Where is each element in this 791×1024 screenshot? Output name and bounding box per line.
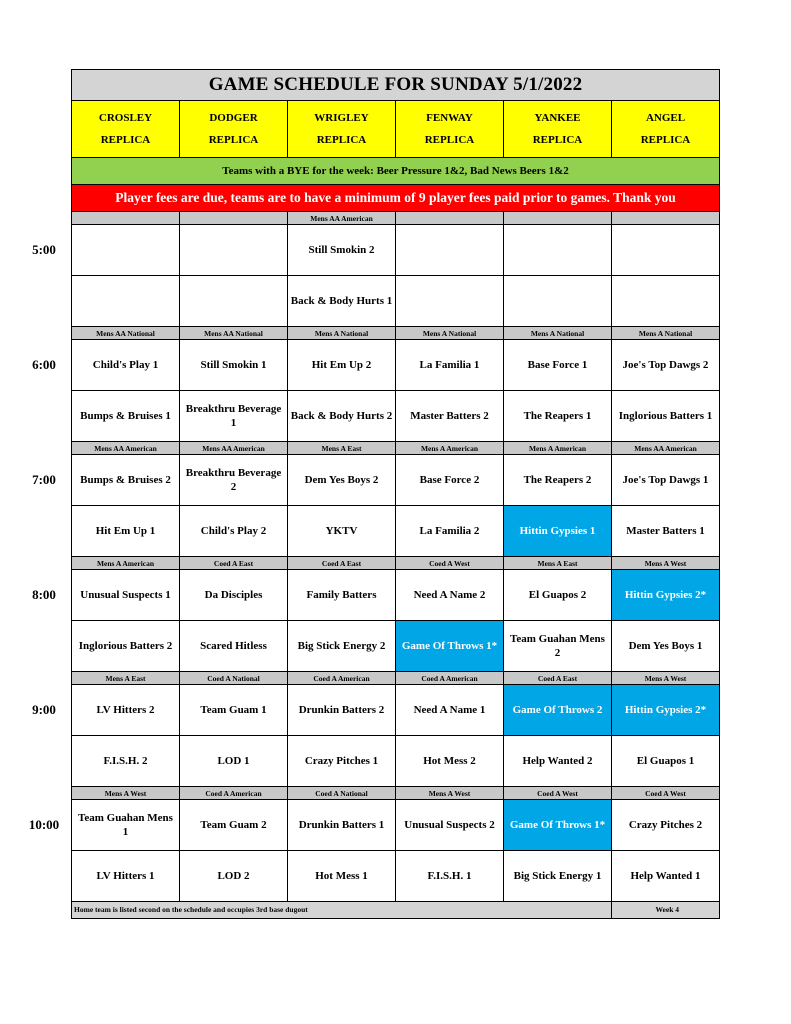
home-team: Scared Hitless [180,621,288,672]
away-team: Game Of Throws 1* [504,800,612,851]
home-team [180,276,288,327]
league-label: Mens A National [288,327,396,340]
league-label [612,212,720,225]
away-team: Drunkin Batters 1 [288,800,396,851]
away-team: Da Disciples [180,570,288,621]
home-team: Back & Body Hurts 1 [288,276,396,327]
league-row [72,442,720,455]
league-label: Mens AA National [180,327,288,340]
field-name: YANKEE [534,112,581,124]
away-team: Hittin Gypsies 2* [612,685,720,736]
league-label: Mens AA American [72,442,180,455]
league-label: Coed A American [288,672,396,685]
game-row-away [72,800,720,851]
league-label: Mens A American [396,442,504,455]
league-label [180,212,288,225]
home-team: F.I.S.H. 1 [396,851,504,902]
home-team: Help Wanted 2 [504,736,612,787]
page-title: GAME SCHEDULE FOR SUNDAY 5/1/2022 [72,70,720,101]
footer-note: Home team is listed second on the schedule and occupies 3rd base dugout [72,902,612,919]
field-sub: REPLICA [208,134,259,146]
league-label [72,212,180,225]
league-label: Coed A East [504,672,612,685]
home-team: Bumps & Bruises 1 [72,391,180,442]
away-team: Dem Yes Boys 2 [288,455,396,506]
field-header-dodger [180,101,288,158]
away-team: Game Of Throws 2 [504,685,612,736]
game-row-home [72,621,720,672]
league-label: Coed A East [288,557,396,570]
league-label: Mens A National [612,327,720,340]
home-team: LOD 2 [180,851,288,902]
league-label: Mens A West [72,787,180,800]
away-team [504,225,612,276]
home-team: Hot Mess 1 [288,851,396,902]
away-team: Base Force 1 [504,340,612,391]
schedule-sheet [71,69,719,919]
away-team: Hittin Gypsies 2* [612,570,720,621]
league-row [72,327,720,340]
field-header-yankee [504,101,612,158]
league-label: Mens A National [504,327,612,340]
away-team: Still Smokin 1 [180,340,288,391]
league-label: Mens A East [288,442,396,455]
league-label: Coed A West [612,787,720,800]
home-team: Crazy Pitches 1 [288,736,396,787]
away-team: Still Smokin 2 [288,225,396,276]
league-row [72,672,720,685]
game-row-away [72,340,720,391]
home-team: Inglorious Batters 1 [612,391,720,442]
home-team: La Familia 2 [396,506,504,557]
league-label: Mens A American [504,442,612,455]
home-team: Hit Em Up 1 [72,506,180,557]
league-label: Mens A National [396,327,504,340]
bye-notice: Teams with a BYE for the week: Beer Pressure 1&2, Bad News Beers 1&2 [72,158,720,185]
time-label: 7:00 [32,472,56,487]
away-team [72,225,180,276]
away-team: Need A Name 2 [396,570,504,621]
home-team: Inglorious Batters 2 [72,621,180,672]
field-sub: REPLICA [316,134,367,146]
home-team [504,276,612,327]
home-team: The Reapers 1 [504,391,612,442]
league-label [504,212,612,225]
away-team: Joe's Top Dawgs 1 [612,455,720,506]
league-label: Coed A West [504,787,612,800]
field-sub: REPLICA [640,134,691,146]
game-row-away [72,455,720,506]
home-team: Help Wanted 1 [612,851,720,902]
game-row-away [72,225,720,276]
away-team: La Familia 1 [396,340,504,391]
field-name: CROSLEY [98,112,153,124]
league-label: Mens AA National [72,327,180,340]
league-label: Mens A West [612,557,720,570]
game-row-home [72,391,720,442]
away-team: Crazy Pitches 2 [612,800,720,851]
away-team: Team Guam 2 [180,800,288,851]
league-label: Coed A West [396,557,504,570]
away-team: Hit Em Up 2 [288,340,396,391]
league-row [72,212,720,225]
away-team: Breakthru Beverage 2 [180,455,288,506]
away-team [612,225,720,276]
home-team [396,276,504,327]
home-team: Child's Play 2 [180,506,288,557]
field-name: ANGEL [645,112,686,124]
time-label: 6:00 [32,357,56,372]
home-team: Dem Yes Boys 1 [612,621,720,672]
league-label: Mens AA American [180,442,288,455]
game-row-home [72,506,720,557]
game-row-home [72,276,720,327]
league-label: Coed A National [180,672,288,685]
league-label: Mens AA American [288,212,396,225]
home-team: Breakthru Beverage 1 [180,391,288,442]
home-team [612,276,720,327]
league-label: Mens A American [72,557,180,570]
time-label: 8:00 [32,587,56,602]
field-header-angel [612,101,720,158]
game-row-away [72,570,720,621]
away-team: LV Hitters 2 [72,685,180,736]
home-team: Big Stick Energy 1 [504,851,612,902]
away-team: Unusual Suspects 2 [396,800,504,851]
away-team [396,225,504,276]
time-label: 5:00 [32,242,56,257]
home-team: Master Batters 1 [612,506,720,557]
away-team: Bumps & Bruises 2 [72,455,180,506]
field-header-crosley [72,101,180,158]
league-row [72,787,720,800]
game-row-home [72,851,720,902]
home-team: F.I.S.H. 2 [72,736,180,787]
league-label: Mens A East [72,672,180,685]
fees-row [72,185,720,212]
league-row [72,557,720,570]
away-team: Team Guam 1 [180,685,288,736]
away-team: Need A Name 1 [396,685,504,736]
league-label [396,212,504,225]
field-header-wrigley [288,101,396,158]
away-team: El Guapos 2 [504,570,612,621]
away-team: Base Force 2 [396,455,504,506]
field-sub: REPLICA [100,134,151,146]
field-sub: REPLICA [532,134,583,146]
field-header-fenway [396,101,504,158]
league-label: Coed A American [180,787,288,800]
home-team: Back & Body Hurts 2 [288,391,396,442]
league-label: Mens AA American [612,442,720,455]
away-team [180,225,288,276]
away-team: Unusual Suspects 1 [72,570,180,621]
bye-row [72,158,720,185]
away-team: Team Guahan Mens 1 [72,800,180,851]
field-name: DODGER [209,112,258,124]
away-team: Family Batters [288,570,396,621]
home-team: Big Stick Energy 2 [288,621,396,672]
field-sub: REPLICA [424,134,475,146]
away-team: The Reapers 2 [504,455,612,506]
home-team: El Guapos 1 [612,736,720,787]
home-team: LOD 1 [180,736,288,787]
home-team: LV Hitters 1 [72,851,180,902]
field-name: FENWAY [426,112,473,124]
away-team: Drunkin Batters 2 [288,685,396,736]
home-team [72,276,180,327]
schedule-table [71,69,720,919]
league-label: Mens A West [396,787,504,800]
league-label: Mens A East [504,557,612,570]
league-label: Coed A East [180,557,288,570]
league-label: Mens A West [612,672,720,685]
league-label: Coed A American [396,672,504,685]
time-label: 9:00 [32,702,56,717]
footer-row [72,902,720,919]
away-team: Child's Play 1 [72,340,180,391]
home-team: Game Of Throws 1* [396,621,504,672]
title-row [72,70,720,101]
league-label: Coed A National [288,787,396,800]
home-team: Master Batters 2 [396,391,504,442]
home-team: Hittin Gypsies 1 [504,506,612,557]
home-team: Hot Mess 2 [396,736,504,787]
home-team: YKTV [288,506,396,557]
game-row-home [72,736,720,787]
away-team: Joe's Top Dawgs 2 [612,340,720,391]
home-team: Team Guahan Mens 2 [504,621,612,672]
fees-notice: Player fees are due, teams are to have a minimum of 9 player fees paid prior to games. Thank you [72,185,720,212]
fields-row [72,101,720,158]
time-label: 10:00 [28,817,60,832]
field-name: WRIGLEY [314,112,369,124]
footer-week: Week 4 [612,902,720,919]
game-row-away [72,685,720,736]
